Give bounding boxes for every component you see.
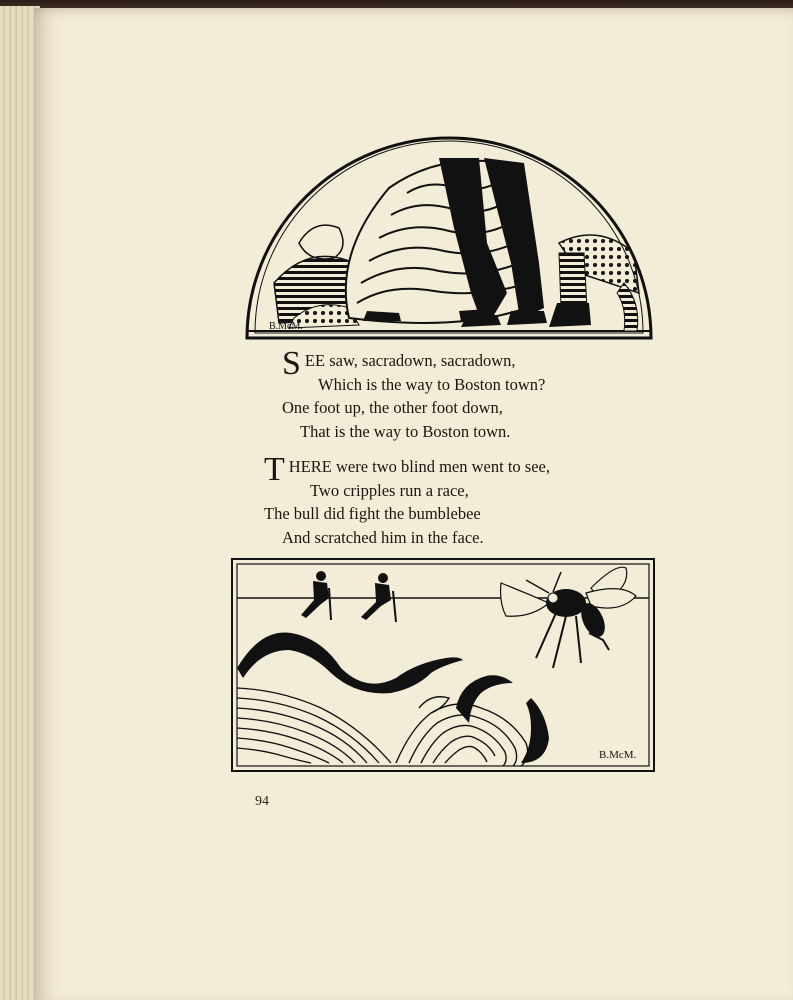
verse-line: One foot up, the other foot down, (282, 398, 503, 417)
verse-see-saw (282, 345, 682, 443)
verse-line: That is the way to Boston town. (300, 421, 511, 441)
verse-line: Which is the way to Boston town? (318, 374, 546, 394)
verse-line (264, 451, 664, 488)
bottom-signature: B.McM. (599, 749, 637, 761)
verse-blind-men (264, 451, 664, 549)
bottom-illustration (231, 558, 655, 772)
first-line-text: EE saw, sacradown, sacradown, (304, 351, 516, 370)
page-number: 94 (255, 794, 269, 809)
verse-line: And scratched him in the face. (282, 527, 484, 547)
drop-cap: T (264, 451, 285, 488)
verse-line: The bull did fight the bumblebee (264, 504, 481, 523)
top-signature: B.McM. (269, 321, 303, 332)
verse-line: Two cripples run a race, (310, 480, 469, 500)
verse-line (282, 345, 682, 382)
drop-cap: S (282, 345, 301, 382)
top-illustration (239, 133, 659, 345)
book-page (34, 8, 793, 1000)
first-line-text: HERE were two blind men went to see, (288, 457, 550, 476)
